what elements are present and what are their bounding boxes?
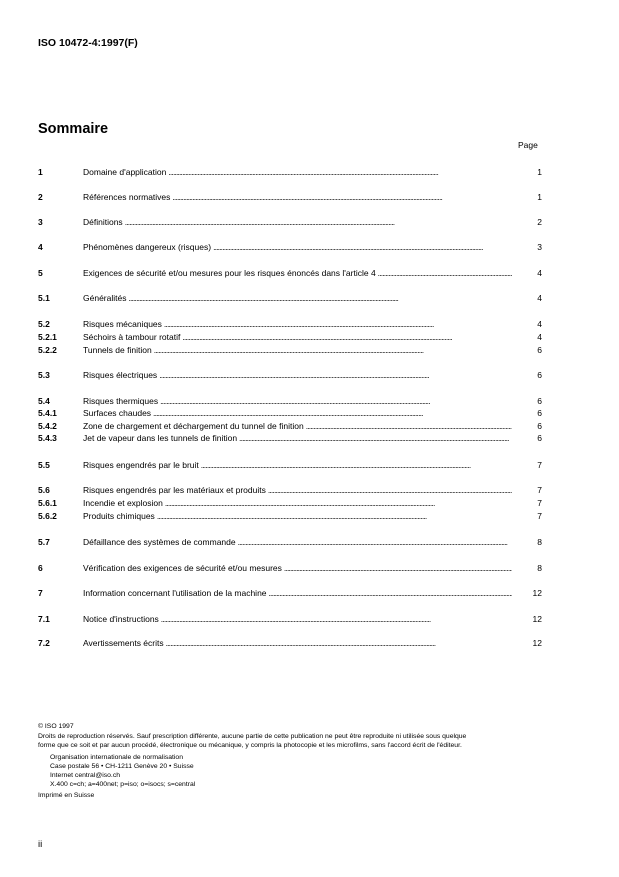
toc-entry-title-text: Tunnels de finition [83,345,152,355]
toc-entry[interactable] [38,267,542,279]
internet-contact: Internet central@iso.ch [50,772,120,779]
toc-entry-page: 4 [537,319,542,329]
toc-entry[interactable] [38,432,542,444]
toc-entry-page: 6 [537,421,542,431]
toc-entry[interactable] [38,395,542,407]
page-column-label: Page [518,140,538,150]
toc-entry-number: 5.6.2 [38,511,57,521]
toc-entry-title-text: Domaine d'application [83,167,167,177]
toc-entry-title-text: Information concernant l'utilisation de la machine [83,588,267,598]
toc-entry[interactable] [38,166,542,178]
toc-entry-number: 5.6.1 [38,498,57,508]
toc-entry-number: 5.1 [38,293,50,303]
toc-entry-title [83,191,512,203]
toc-entry-number: 2 [38,192,43,202]
toc-entry-page: 12 [532,638,542,648]
toc-entry-number: 5.4 [38,396,50,406]
organisation-name: Organisation internationale de normalisation [50,754,183,761]
document-id-header: ISO 10472-4:1997(F) [38,37,138,49]
toc-entry-title-text: Risques mécaniques [83,319,162,329]
toc-entry-number: 5.2.1 [38,332,57,342]
toc-entry-title [83,166,512,178]
toc-entry-number: 5.7 [38,537,50,547]
rights-line-2: forme que ce soit et par aucun procédé, électronique ou mécanique, y compris la photocopie et les microfilms, sans l'accord écrit de l'éditeur. [38,742,462,749]
toc-entry-title [83,344,512,356]
toc-entry[interactable] [38,497,542,509]
toc-entry[interactable] [38,587,542,599]
toc-entry-page: 12 [532,614,542,624]
toc-entry-title-text: Risques électriques [83,370,158,380]
organisation-address: Case postale 56 • CH-1211 Genève 20 • Suisse [50,763,194,770]
toc-entry-title-text: Définitions [83,217,123,227]
toc-entry[interactable] [38,459,542,471]
toc-entry-number: 7 [38,588,43,598]
toc-entry-title-text: Généralités [83,293,127,303]
toc-entry-number: 5.5 [38,460,50,470]
toc-entry-page: 1 [537,167,542,177]
toc-entry-title [83,637,512,649]
toc-entry-title [83,587,512,599]
toc-entry[interactable] [38,318,542,330]
toc-entry-page: 6 [537,433,542,443]
toc-entry-title [83,459,512,471]
toc-entry-title-text: Avertissements écrits [83,638,164,648]
toc-entry-number: 7.1 [38,614,50,624]
toc-entry-page: 7 [537,511,542,521]
toc-entry-number: 5.2 [38,319,50,329]
toc-entry-number: 5 [38,268,43,278]
toc-entry-title-text: Jet de vapeur dans les tunnels de finition [83,433,238,443]
toc-entry-page: 2 [537,217,542,227]
toc-entry[interactable] [38,369,542,381]
toc-entry[interactable] [38,484,542,496]
toc-entry-title [83,292,512,304]
toc-entry-title [83,407,512,419]
toc-entry-title-text: Risques engendrés par les matériaux et produits [83,485,266,495]
toc-entry-number: 4 [38,242,43,252]
toc-entry-page: 6 [537,345,542,355]
toc-entry-number: 5.6 [38,485,50,495]
toc-entry[interactable] [38,420,542,432]
toc-entry-page: 3 [537,242,542,252]
toc-entry-title [83,432,512,444]
toc-entry-title [83,613,512,625]
x400-contact: X.400 c=ch; a=400net; p=iso; o=isocs; s=central [50,781,196,788]
toc-entry-title-text: Défaillance des systèmes de commande [83,537,236,547]
toc-entry-number: 5.2.2 [38,345,57,355]
toc-entry-number: 6 [38,563,43,573]
toc-entry-title-text: Phénomènes dangereux (risques) [83,242,212,252]
toc-entry-title-text: Risques engendrés par le bruit [83,460,199,470]
toc-entry[interactable] [38,191,542,203]
toc-entry-number: 5.4.2 [38,421,57,431]
page-number: ii [38,839,43,850]
toc-entry-title [83,395,512,407]
toc-entry[interactable] [38,536,542,548]
toc-entry-title-text: Incendie et explosion [83,498,163,508]
toc-entry[interactable] [38,292,542,304]
toc-entry-title [83,562,512,574]
toc-entry-title [83,510,512,522]
toc-entry-page: 7 [537,485,542,495]
printed-in: Imprimé en Suisse [38,792,95,799]
toc-entry-title [83,497,512,509]
toc-entry-number: 5.3 [38,370,50,380]
toc-entry-number: 5.4.1 [38,408,57,418]
rights-line-1: Droits de reproduction réservés. Sauf prescription différente, aucune partie de cette publication ne peut être reproduite ni utilisée sous quelque [38,733,467,740]
toc-entry-title-text: Produits chimiques [83,511,155,521]
toc-entry-page: 4 [537,268,542,278]
copyright-line: © ISO 1997 [38,723,74,730]
toc-entry[interactable] [38,613,542,625]
toc-entry-number: 1 [38,167,43,177]
toc-entry-title-text: Surfaces chaudes [83,408,152,418]
toc-entry-title [83,536,512,548]
toc-entry-title-text: Références normatives [83,192,171,202]
toc-entry-title-text: Notice d'instructions [83,614,159,624]
toc-entry[interactable] [38,331,542,343]
toc-entry-title-text: Risques thermiques [83,396,159,406]
toc-entry[interactable] [38,562,542,574]
toc-entry-title [83,267,512,279]
toc-entry-page: 4 [537,293,542,303]
toc-entry[interactable] [38,241,542,253]
toc-entry-page: 1 [537,192,542,202]
toc-entry-title [83,484,512,496]
toc-entry-page: 6 [537,370,542,380]
toc-entry-page: 4 [537,332,542,342]
toc-entry-number: 5.4.3 [38,433,57,443]
toc-entry-title-text: Exigences de sécurité et/ou mesures pour les risques énoncés dans l'article 4 [83,268,376,278]
toc-entry-number: 3 [38,217,43,227]
toc-entry-title [83,420,512,432]
toc-entry[interactable] [38,510,542,522]
toc-title: Sommaire [38,121,109,137]
toc-entry-page: 7 [537,498,542,508]
toc-entry-title [83,331,512,343]
toc-entry-page: 8 [537,563,542,573]
toc-entry-page: 12 [532,588,542,598]
toc-entry-page: 8 [537,537,542,547]
toc-entry-page: 6 [537,408,542,418]
toc-entry-page: 7 [537,460,542,470]
toc-entry-title-text: Zone de chargement et déchargement du tunnel de finition [83,421,304,431]
toc-entry[interactable] [38,344,542,356]
toc-entry-page: 6 [537,396,542,406]
toc-entry-title [83,318,512,330]
toc-entry-title-text: Séchoirs à tambour rotatif [83,332,181,342]
toc-entry-title [83,241,512,253]
toc-entry-title [83,369,512,381]
toc-entry[interactable] [38,637,542,649]
toc-entry-title [83,216,512,228]
toc-entry[interactable] [38,407,542,419]
toc-entry-number: 7.2 [38,638,50,648]
toc-entry-title-text: Vérification des exigences de sécurité et/ou mesures [83,563,282,573]
toc-entry[interactable] [38,216,542,228]
